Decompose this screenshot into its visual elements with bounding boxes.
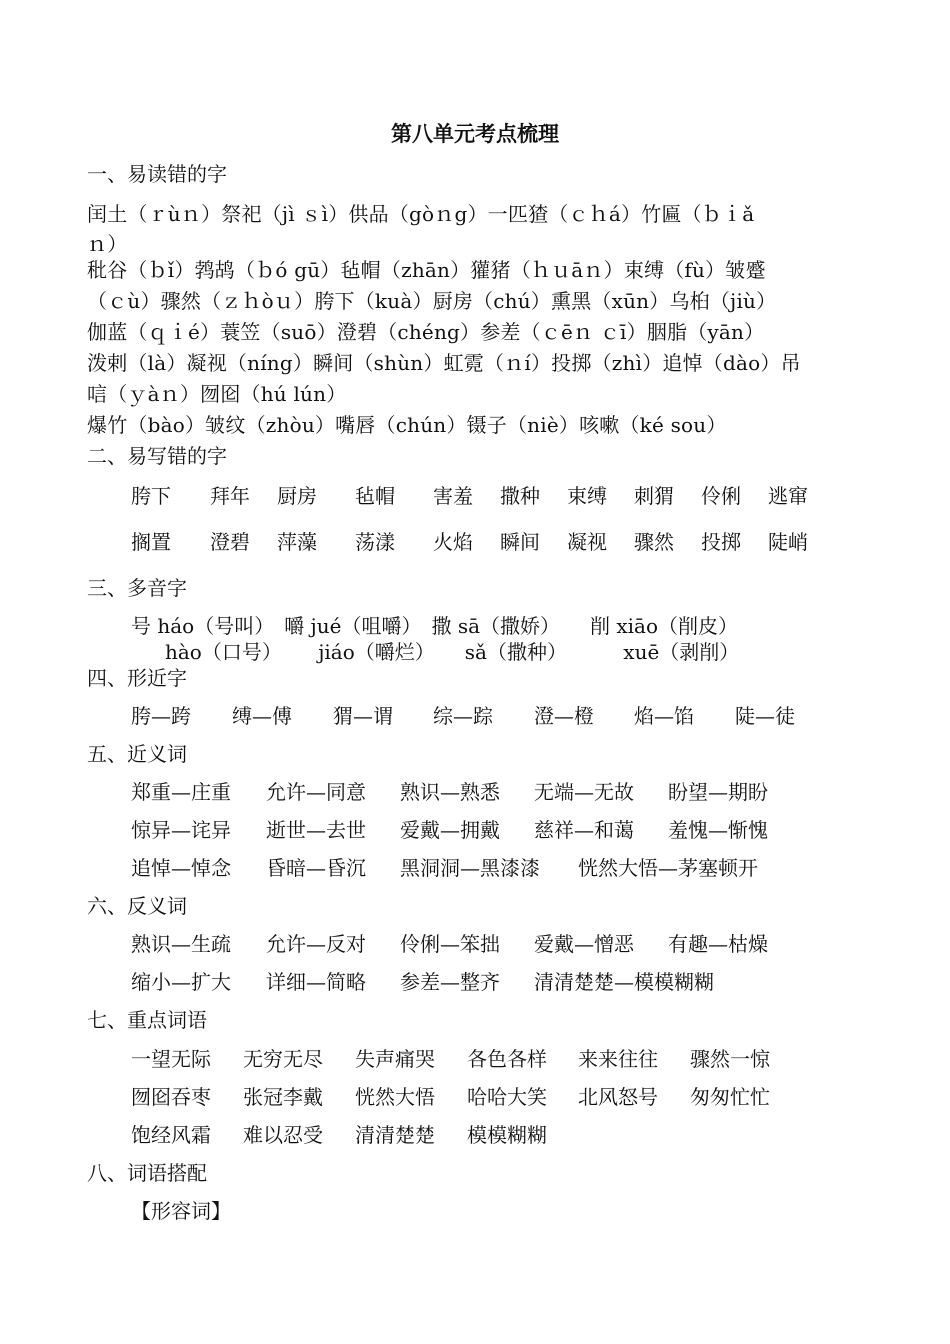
- pair-item: 详细—简略: [266, 970, 366, 994]
- polyphone-line-2: hào（口号） jiáo（嚼烂） sǎ（撒种） xuē（剥削）: [165, 640, 740, 664]
- pair-item: 综—踪: [433, 704, 493, 728]
- pair-item: 允许—同意: [266, 780, 366, 804]
- pair-item: 陡—徒: [735, 704, 795, 728]
- pair-item: 爱戴—憎恶: [534, 932, 634, 956]
- word-item: 陡峭: [768, 530, 808, 554]
- word-item: 拜年: [210, 484, 250, 508]
- word-item: 一望无际: [131, 1047, 211, 1071]
- word-item: 搁置: [131, 530, 171, 554]
- pair-item: 熟识—熟悉: [400, 780, 500, 804]
- word-item: 模模糊糊: [467, 1123, 547, 1147]
- section-heading-2: 二、易写错的字: [87, 444, 227, 468]
- word-item: 各色各样: [467, 1047, 547, 1071]
- pair-item: 逝世—去世: [266, 818, 366, 842]
- word-item: 荡漾: [355, 530, 395, 554]
- word-item: 萍藻: [277, 530, 317, 554]
- pair-item: 盼望—期盼: [668, 780, 768, 804]
- word-item: 难以忍受: [243, 1123, 323, 1147]
- pair-item: 郑重—庄重: [131, 780, 231, 804]
- word-item: 张冠李戴: [243, 1085, 323, 1109]
- pair-item: 恍然大悟—茅塞顿开: [578, 856, 758, 880]
- pair-item: 缩小—扩大: [131, 970, 231, 994]
- word-item: 来来往往: [578, 1047, 658, 1071]
- word-item: 投掷: [701, 530, 741, 554]
- collocation-label: 【形容词】: [131, 1199, 231, 1223]
- section-heading-5: 五、近义词: [87, 742, 187, 766]
- pair-item: 清清楚楚—模模糊糊: [534, 970, 714, 994]
- word-item: 北风怒号: [578, 1085, 658, 1109]
- pair-item: 慈祥—和蔼: [534, 818, 634, 842]
- word-item: 厨房: [277, 484, 317, 508]
- word-item: 恍然大悟: [355, 1085, 435, 1109]
- pair-item: 黑洞洞—黑漆漆: [400, 856, 540, 880]
- word-item: 逃窜: [768, 484, 808, 508]
- reading-line-8: 爆竹（bào）皱纹（zhòu）嘴唇（chún）镊子（niè）咳嗽（ké sou）: [87, 413, 727, 437]
- word-item: 骤然: [634, 530, 674, 554]
- word-item: 澄碧: [210, 530, 250, 554]
- section-heading-1: 一、易读错的字: [87, 162, 227, 186]
- word-item: 刺猬: [634, 484, 674, 508]
- reading-line-3: 秕谷（ｂǐ）鹁鸪（ｂó gū）毡帽（zhān）獾猪（ｈｕāｎ）束缚（fù）皱蹙: [87, 258, 766, 282]
- reading-line-4: （ｃù）骤然（ｚｈòｕ）胯下（kuà）厨房（chú）熏黑（xūn）乌桕（jiù）: [87, 289, 777, 313]
- pair-item: 羞愧—惭愧: [668, 818, 768, 842]
- word-item: 害羞: [433, 484, 473, 508]
- pair-item: 有趣—枯燥: [668, 932, 768, 956]
- word-item: 饱经风霜: [131, 1123, 211, 1147]
- pair-item: 焰—馅: [634, 704, 694, 728]
- word-item: 撒种: [500, 484, 540, 508]
- pair-item: 无端—无故: [534, 780, 634, 804]
- reading-line-5: 伽蓝（ｑｉé）蓑笠（suō）澄碧（chéng）参差（ｃēｎ ｃī）胭脂（yān）: [87, 320, 765, 344]
- polyphone-line-1: 号 háo（号叫） 嚼 jué（咀嚼） 撒 sā（撒娇） 削 xiāo（削皮）: [131, 614, 739, 638]
- word-item: 清清楚楚: [355, 1123, 435, 1147]
- word-item: 毡帽: [355, 484, 395, 508]
- section-heading-8: 八、词语搭配: [87, 1161, 207, 1185]
- pair-item: 伶俐—笨拙: [400, 932, 500, 956]
- pair-item: 猬—谓: [333, 704, 393, 728]
- section-heading-4: 四、形近字: [87, 666, 187, 690]
- pair-item: 惊异—诧异: [131, 818, 231, 842]
- pair-item: 昏暗—昏沉: [266, 856, 366, 880]
- word-item: 失声痛哭: [355, 1047, 435, 1071]
- pair-item: 缚—傅: [232, 704, 292, 728]
- pair-item: 熟识—生疏: [131, 932, 231, 956]
- pair-item: 爱戴—拥戴: [400, 818, 500, 842]
- reading-line-6: 泼剌（là）凝视（níng）瞬间（shùn）虹霓（ｎí）投掷（zhì）追悼（dào）吊: [87, 351, 801, 375]
- word-item: 火焰: [433, 530, 473, 554]
- pair-item: 澄—橙: [534, 704, 594, 728]
- word-item: 伶俐: [701, 484, 741, 508]
- reading-line-2: ｎ）: [87, 232, 128, 256]
- word-item: 哈哈大笑: [467, 1085, 547, 1109]
- reading-line-1: 闰土（ｒùｎ）祭祀（jì ｓì）供品（gòｎg）一匹猹（ｃｈá）竹匾（ｂｉǎ: [87, 202, 755, 226]
- section-heading-6: 六、反义词: [87, 894, 187, 918]
- pair-item: 追悼—悼念: [131, 856, 231, 880]
- page-title: 第八单元考点梳理: [391, 121, 559, 146]
- word-item: 骤然一惊: [690, 1047, 770, 1071]
- reading-line-7: 唁（ｙàｎ）囫囵（hú lún）: [87, 382, 347, 406]
- pair-item: 胯—跨: [131, 704, 191, 728]
- section-heading-3: 三、多音字: [87, 576, 187, 600]
- word-item: 胯下: [131, 484, 171, 508]
- word-item: 囫囵吞枣: [131, 1085, 211, 1109]
- pair-item: 参差—整齐: [400, 970, 500, 994]
- word-item: 匆匆忙忙: [690, 1085, 770, 1109]
- pair-item: 允许—反对: [266, 932, 366, 956]
- word-item: 瞬间: [500, 530, 540, 554]
- word-item: 凝视: [567, 530, 607, 554]
- word-item: 束缚: [567, 484, 607, 508]
- word-item: 无穷无尽: [243, 1047, 323, 1071]
- section-heading-7: 七、重点词语: [87, 1008, 207, 1032]
